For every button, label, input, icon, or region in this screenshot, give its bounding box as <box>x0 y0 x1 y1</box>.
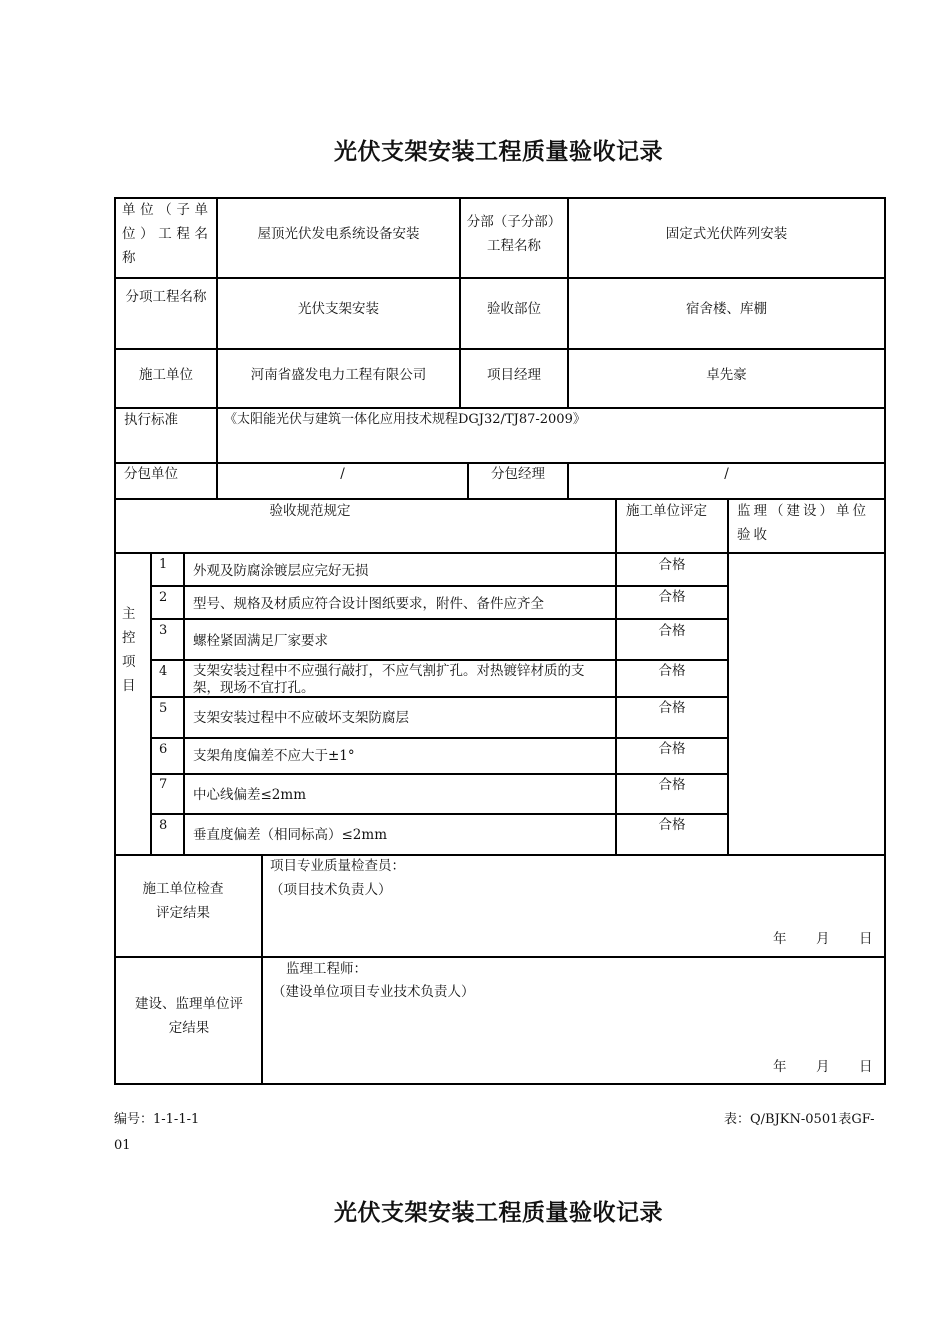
table-border-top <box>114 197 886 199</box>
item-text: 外观及防腐涂镀层应完好无损 <box>193 563 369 579</box>
row-divider <box>114 854 886 856</box>
supervision-result-label: 建设、监理单位评定结果 <box>135 996 243 1036</box>
item-result: 合格 <box>658 623 686 639</box>
col-divider <box>216 407 218 464</box>
item-text: 型号、规格及材质应符合设计图纸要求，附件、备件应齐全 <box>193 596 544 612</box>
item-number: 4 <box>159 664 168 679</box>
standard-value: 《太阳能光伏与建筑一体化应用技术规程DGJ32/TJ87-2009》 <box>224 412 586 427</box>
item-result: 合格 <box>658 589 686 605</box>
col-divider <box>727 498 729 856</box>
date-day: 日 <box>859 931 873 947</box>
date-month: 月 <box>816 1059 830 1075</box>
item-number: 5 <box>159 701 168 716</box>
inspector-label: 项目专业质量检查员： <box>270 858 405 874</box>
item-project-label: 分项工程名称 <box>125 289 207 305</box>
construction-unit-label: 施工单位 <box>139 367 193 383</box>
unit-project-label: 单位（子单位）工程名称 <box>122 202 212 266</box>
item-result: 合格 <box>658 741 686 757</box>
project-manager-value: 卓先豪 <box>706 367 747 383</box>
item-result: 合格 <box>658 557 686 573</box>
acceptance-part-label: 验收部位 <box>487 301 541 317</box>
engineer-label: 监理工程师： <box>286 961 367 977</box>
sub-manager-label: 分包经理 <box>491 466 545 482</box>
item-number: 8 <box>159 818 168 833</box>
sub-project-value: 固定式光伏阵列安装 <box>665 226 788 242</box>
item-text: 支架角度偏差不应大于±1° <box>193 748 355 764</box>
item-result: 合格 <box>658 817 686 833</box>
table-border-bottom <box>114 1083 886 1085</box>
row-divider <box>114 277 886 279</box>
date-year: 年 <box>773 1059 787 1075</box>
item-number: 6 <box>159 742 168 757</box>
owner-tech-lead-label: （建设单位项目专业技术负责人） <box>272 984 475 1000</box>
item-result: 合格 <box>658 663 686 679</box>
item-text: 螺栓紧固满足厂家要求 <box>193 633 328 649</box>
row-divider <box>114 552 886 554</box>
item-result: 合格 <box>658 777 686 793</box>
item-text: 支架安装过程中不应强行敲打，不应气割扩孔。对热镀锌材质的支架，现场不宜打孔。 <box>193 663 585 696</box>
form-code: 表：Q/BJKN-0501表GF- <box>724 1112 875 1127</box>
main-items-label: 主控项目 <box>122 606 136 694</box>
row-divider <box>114 348 886 350</box>
date-month: 月 <box>816 931 830 947</box>
item-project-value: 光伏支架安装 <box>298 301 379 317</box>
date-year: 年 <box>773 931 787 947</box>
construction-result-label: 施工单位检查评定结果 <box>142 881 224 921</box>
subcontractor-label: 分包单位 <box>124 466 178 482</box>
subcontractor-value: / <box>340 466 345 482</box>
acceptance-part-value: 宿舍楼、库棚 <box>686 301 767 317</box>
col-divider <box>261 854 263 1085</box>
item-text: 垂直度偏差（相同标高）≤2mm <box>193 827 388 843</box>
tech-lead-label: （项目技术负责人） <box>270 882 392 898</box>
col-divider <box>150 552 152 856</box>
construction-unit-value: 河南省盛发电力工程有限公司 <box>250 367 427 383</box>
item-number: 1 <box>159 557 168 572</box>
table-border-left <box>114 197 116 1085</box>
form-code-continued: 01 <box>114 1138 131 1153</box>
spec-label: 验收规范规定 <box>269 503 351 519</box>
item-number: 2 <box>159 590 168 605</box>
unit-project-value: 屋顶光伏发电系统设备安装 <box>257 226 420 242</box>
form-number: 编号：1-1-1-1 <box>114 1112 200 1127</box>
supervision-label: 监理（建设）单位验收 <box>737 503 869 543</box>
sub-manager-value: / <box>724 466 729 482</box>
item-result: 合格 <box>658 700 686 716</box>
standard-label: 执行标准 <box>124 412 178 428</box>
sub-project-label: 分部（子分部）工程名称 <box>466 214 562 254</box>
date-day: 日 <box>859 1059 873 1075</box>
table-border-right <box>884 197 886 1085</box>
next-page-title: 光伏支架安装工程质量验收记录 <box>334 1199 663 1226</box>
page-title: 光伏支架安装工程质量验收记录 <box>334 138 663 165</box>
col-divider <box>183 552 185 856</box>
row-divider <box>114 956 886 958</box>
item-text: 支架安装过程中不应破坏支架防腐层 <box>193 710 409 726</box>
item-text: 中心线偏差≤2mm <box>193 787 307 803</box>
project-manager-label: 项目经理 <box>487 367 541 383</box>
item-number: 3 <box>159 623 168 638</box>
item-number: 7 <box>159 777 168 792</box>
construction-eval-label: 施工单位评定 <box>626 503 707 519</box>
